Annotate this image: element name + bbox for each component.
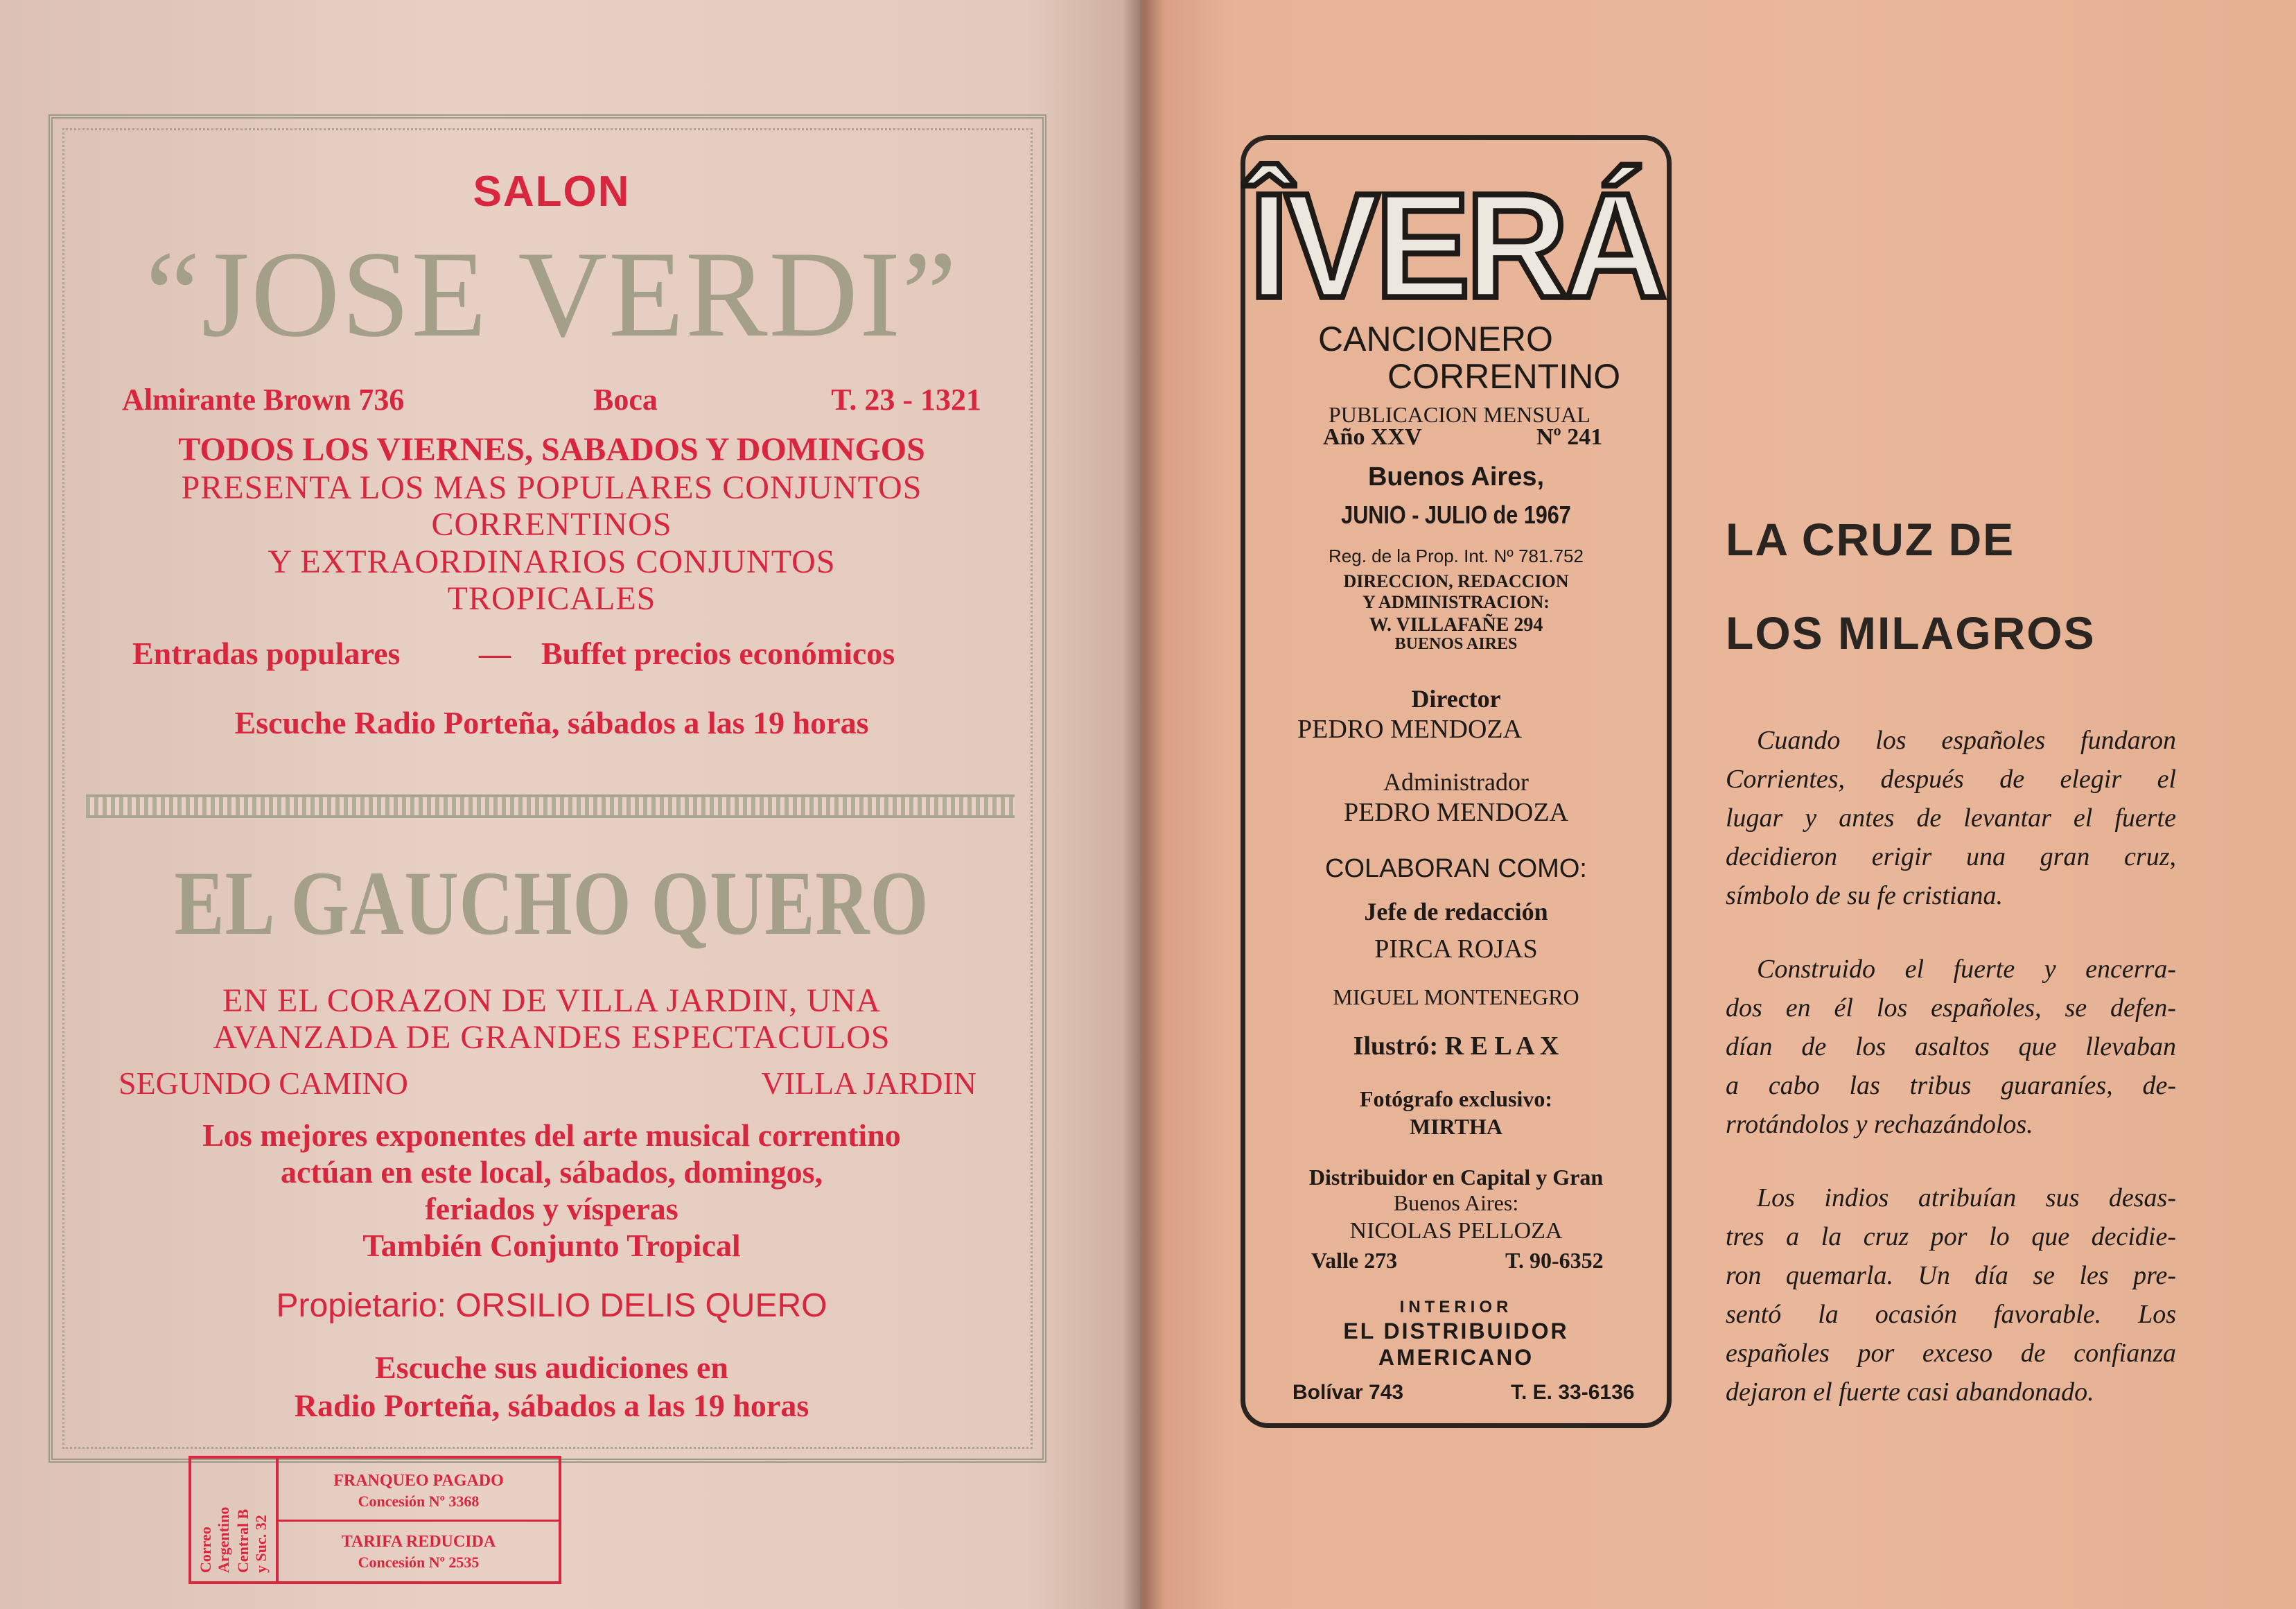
gaucho-villa-jardin: VILLA JARDIN [761,1066,976,1101]
masthead-interior: INTERIOR [1399,1298,1513,1316]
stamp-vertical-line: Argentino [215,1506,232,1573]
masthead-int1: EL DISTRIBUIDOR [1343,1319,1569,1343]
masthead-admin: PEDRO MENDOZA [1343,798,1569,827]
masthead-year: Año XXV [1323,424,1422,450]
masthead-dir2: Y ADMINISTRACION: [1362,592,1550,612]
masthead-date: JUNIO - JULIO de 1967 [1341,501,1571,529]
salon-entradas: Entradas populares [132,636,401,671]
masthead-dir3: W. VILLAFAÑE 294 [1369,614,1543,636]
postage-stamp [189,1456,561,1584]
masthead-director-label: Director [1411,685,1501,713]
stamp-vertical-line: y Suc. 32 [252,1515,270,1573]
masthead-pub: PUBLICACION MENSUAL [1329,402,1590,427]
gaucho-detail: Los mejores exponentes del arte musical correntino [202,1117,901,1153]
gaucho-name: EL GAUCHO QUERO [174,852,929,954]
stamp-divider [279,1520,559,1522]
masthead-int2: AMERICANO [1378,1345,1534,1370]
masthead-admin-label: Administrador [1383,768,1529,796]
salon-line: TROPICALES [447,580,656,617]
article-line: a cabo las tribus guaraníes, de- [1726,1071,2176,1100]
article-line: españoles por exceso de confianza [1726,1339,2176,1368]
left-page [0,0,1140,1609]
masthead-city: Buenos Aires, [1367,462,1545,492]
salon-line: Y EXTRAORDINARIOS CONJUNTOS [268,543,836,580]
stamp-concesion1: Concesión Nº 3368 [358,1493,480,1510]
masthead-ilustro: Ilustró: R E L A X [1353,1032,1559,1061]
masthead-colab: COLABORAN COMO: [1325,854,1587,883]
ornamental-divider [86,794,1015,818]
masthead-sub1: CANCIONERO [1318,320,1553,358]
article-line: Corrientes, después de elegir el [1726,765,2176,794]
gaucho-segundo-camino: SEGUNDO CAMINO [119,1066,408,1101]
masthead-int-addr: Bolívar 743 [1292,1381,1404,1404]
article-line: Construido el fuerte y encerra- [1757,955,2176,984]
article-line: dos en él los españoles, se defen- [1726,993,2176,1023]
stamp-tarifa: TARIFA REDUCIDA [341,1533,496,1551]
masthead-number: Nº 241 [1536,424,1603,450]
masthead-foto-label: Fotógrafo exclusivo: [1359,1086,1553,1111]
magazine-logo: ÎVERÁ [1249,162,1663,329]
masthead-director: PEDRO MENDOZA [1297,715,1523,744]
gaucho-radio2: Radio Porteña, sábados a las 19 horas [294,1388,809,1423]
masthead-dist-addr: Valle 273 [1311,1248,1398,1273]
article-line: sentó la ocasión favorable. Los [1726,1300,2176,1329]
article-title-line2: LOS MILAGROS [1726,607,2096,659]
gaucho-detail: También Conjunto Tropical [362,1228,741,1263]
masthead-reg: Reg. de la Prop. Int. Nº 781.752 [1329,546,1584,566]
stamp-vertical-line: Correo [197,1527,214,1573]
masthead-int-phone: T. E. 33-6136 [1511,1381,1635,1404]
gaucho-owner [53,1287,1051,1325]
stamp-franqueo: FRANQUEO PAGADO [333,1472,504,1490]
salon-radio: Escuche Radio Porteña, sábados a las 19 horas [234,705,869,740]
masthead-dist1: Distribuidor en Capital y Gran [1308,1165,1604,1190]
masthead-dist2: Buenos Aires: [1393,1190,1519,1215]
stamp-vertical-text [191,1459,279,1581]
salon-dash: — [479,636,511,671]
article-paragraph-1 [1726,721,2176,915]
article-line: lugar y antes de levantar el fuerte [1726,803,2176,833]
article-line: Cuando los españoles fundaron [1757,726,2176,755]
article-line: símbolo de su fe cristiana. [1726,881,2004,910]
article-paragraph-3 [1726,1179,2176,1411]
article-line: ron quemarla. Un día se les pre- [1726,1261,2176,1290]
gaucho-line1: EN EL CORAZON DE VILLA JARDIN, UNA [222,982,881,1019]
masthead-dir4: BUENOS AIRES [1394,635,1518,653]
masthead-foto: MIRTHA [1410,1114,1502,1139]
masthead-jefe-label: Jefe de redacción [1364,898,1548,925]
gaucho-line2: AVANZADA DE GRANDES ESPECTACULOS [213,1019,891,1056]
salon-line: TODOS LOS VIERNES, SABADOS Y DOMINGOS [178,431,925,468]
article-line: tres a la cruz por lo que decidie- [1726,1222,2176,1251]
ad-frame [49,114,1046,1463]
salon-district: Boca [593,383,658,417]
stamp-concesion2: Concesión Nº 2535 [358,1554,480,1571]
salon-label: SALON [473,168,631,216]
gaucho-owner-label: Propietario: [276,1287,446,1324]
masthead-dir1: DIRECCION, REDACCION [1343,571,1569,591]
stamp-vertical-line: Central B [234,1508,252,1573]
article-paragraph-2 [1726,950,2176,1144]
article-title-line1: LA CRUZ DE [1726,514,2015,565]
gaucho-detail: feriados y vísperas [425,1191,678,1226]
article-line: dían de los asaltos que llevaban [1726,1032,2176,1061]
article-line: Los indios atribuían sus desas- [1757,1183,2176,1212]
salon-address: Almirante Brown 736 [122,383,405,417]
masthead-sub2: CORRENTINO [1387,357,1621,396]
right-page [1142,0,2296,1609]
book-gutter [1123,0,1164,1609]
salon-phone: T. 23 - 1321 [831,383,981,417]
masthead-box [1241,135,1672,1428]
gaucho-owner-name: ORSILIO DELIS QUERO [455,1287,827,1324]
salon-line: CORRENTINOS [431,506,672,543]
gaucho-detail: actúan en este local, sábados, domingos, [280,1154,823,1190]
salon-line: PRESENTA LOS MAS POPULARES CONJUNTOS [181,469,922,506]
article-line: dejaron el fuerte casi abandonado. [1726,1377,2094,1407]
masthead-dist3: NICOLAS PELLOZA [1349,1218,1563,1244]
salon-buffet: Buffet precios económicos [541,636,895,671]
masthead-dist-phone: T. 90-6352 [1505,1248,1604,1273]
salon-name: “JOSE VERDI” [145,225,958,363]
article-line: decidieron erigir una gran cruz, [1726,842,2176,871]
gaucho-radio1: Escuche sus audiciones en [375,1350,728,1385]
masthead-miguel: MIGUEL MONTENEGRO [1333,984,1579,1009]
article-line: rrotándolos y rechazándolos. [1726,1110,2033,1139]
masthead-jefe: PIRCA ROJAS [1374,934,1538,964]
